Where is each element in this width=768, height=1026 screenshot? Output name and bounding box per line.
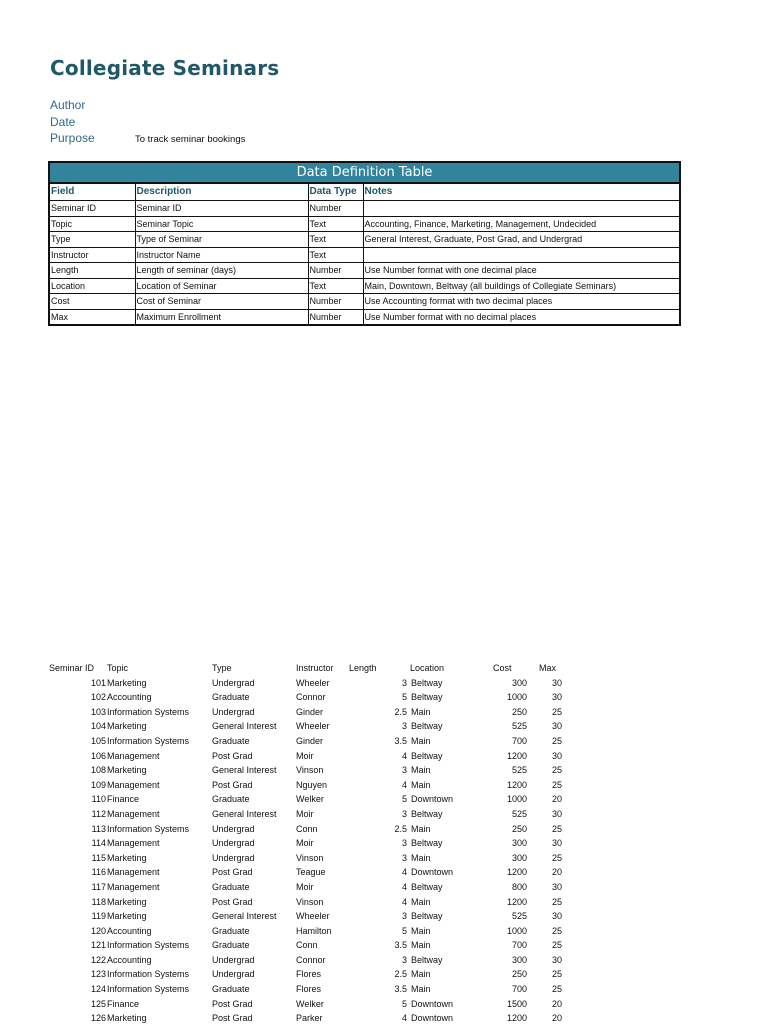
col-header-instructor[interactable]: Instructor (296, 663, 334, 673)
ddt-description-cell[interactable]: Seminar ID (135, 201, 308, 217)
ddt-field-cell[interactable]: Max (49, 309, 135, 325)
ddt-row (49, 263, 680, 279)
ddt-header-description[interactable]: Description (135, 183, 308, 201)
location-cell[interactable]: Beltway (411, 808, 443, 819)
ddt-row (49, 201, 680, 217)
instructor-cell[interactable]: Connor (296, 692, 326, 703)
cost-cell[interactable]: 1500 (506, 998, 527, 1009)
ddt-field-cell[interactable]: Seminar ID (49, 201, 135, 217)
instructor-cell[interactable]: Vinson (296, 896, 324, 907)
ddt-notes-cell[interactable]: Use Number format with no decimal places (363, 309, 680, 325)
topic-cell[interactable]: Management (107, 881, 160, 892)
topic-cell[interactable]: Information Systems (107, 984, 190, 995)
seminar-id-cell[interactable]: 103 (90, 706, 106, 717)
length-cell[interactable]: 2.5 (394, 823, 407, 834)
seminar-row (49, 938, 589, 953)
location-cell[interactable]: Main (411, 823, 431, 834)
type-cell[interactable]: General Interest (212, 911, 277, 922)
data-definition-caption: Data Definition Table (49, 162, 680, 183)
seminar-row (49, 676, 589, 691)
seminars-body (49, 676, 589, 1026)
seminars-header-row (49, 661, 589, 676)
cost-cell[interactable]: 800 (511, 881, 527, 892)
topic-cell[interactable]: Accounting (107, 954, 152, 965)
cost-cell[interactable]: 525 (511, 765, 527, 776)
max-cell[interactable]: 30 (551, 677, 562, 688)
topic-cell[interactable]: Marketing (107, 765, 147, 776)
topic-cell[interactable]: Information Systems (107, 940, 190, 951)
seminar-row (49, 749, 589, 764)
seminar-row (49, 705, 589, 720)
seminar-bookings-table (49, 661, 589, 1026)
cost-cell[interactable]: 250 (511, 706, 527, 717)
max-cell[interactable]: 25 (551, 984, 562, 995)
ddt-row (49, 294, 680, 310)
type-cell[interactable]: Graduate (212, 692, 250, 703)
seminar-row (49, 690, 589, 705)
length-cell[interactable]: 5 (401, 925, 407, 936)
seminar-id-cell[interactable]: 124 (90, 984, 106, 995)
seminar-id-cell[interactable]: 108 (90, 765, 106, 776)
type-cell[interactable]: Graduate (212, 881, 250, 892)
length-cell[interactable]: 5 (401, 794, 407, 805)
length-cell[interactable]: 3 (401, 852, 407, 863)
max-cell[interactable]: 30 (551, 808, 562, 819)
max-cell[interactable]: 25 (551, 852, 562, 863)
topic-cell[interactable]: Marketing (107, 677, 147, 688)
cost-cell[interactable]: 700 (511, 984, 527, 995)
length-cell[interactable]: 2.5 (394, 969, 407, 980)
topic-cell[interactable]: Marketing (107, 852, 147, 863)
cost-cell[interactable]: 300 (511, 838, 527, 849)
instructor-cell[interactable]: Flores (296, 984, 322, 995)
length-cell[interactable]: 4 (401, 896, 407, 907)
type-cell[interactable]: Graduate (212, 925, 250, 936)
ddt-field-cell[interactable]: Type (49, 232, 135, 248)
instructor-cell[interactable]: Nguyen (296, 779, 328, 790)
seminar-id-cell[interactable]: 101 (90, 677, 106, 688)
seminar-id-cell[interactable]: 104 (90, 721, 106, 732)
instructor-cell[interactable]: Conn (296, 823, 318, 834)
type-cell[interactable]: Graduate (212, 940, 250, 951)
topic-cell[interactable]: Marketing (107, 1013, 147, 1024)
length-cell[interactable]: 4 (401, 881, 407, 892)
length-cell[interactable]: 5 (401, 692, 407, 703)
ddt-row (49, 309, 680, 325)
seminar-id-cell[interactable]: 114 (91, 838, 106, 849)
seminar-id-cell[interactable]: 117 (91, 881, 106, 892)
length-cell[interactable]: 3.5 (394, 735, 407, 746)
length-cell[interactable]: 2.5 (394, 706, 407, 717)
seminar-id-cell[interactable]: 126 (90, 1013, 106, 1024)
seminar-row (49, 982, 589, 997)
max-cell[interactable]: 25 (551, 896, 562, 907)
seminar-row (49, 953, 589, 968)
topic-cell[interactable]: Management (107, 867, 160, 878)
type-cell[interactable]: General Interest (212, 808, 277, 819)
cost-cell[interactable]: 1200 (506, 779, 527, 790)
seminar-row (49, 822, 589, 837)
ddt-description-cell[interactable]: Seminar Topic (135, 216, 308, 232)
max-cell[interactable]: 30 (551, 954, 562, 965)
length-cell[interactable]: 3.5 (394, 984, 407, 995)
max-cell[interactable]: 30 (551, 838, 562, 849)
date-row (50, 115, 450, 132)
cost-cell[interactable]: 700 (511, 940, 527, 951)
seminar-id-cell[interactable]: 105 (90, 735, 106, 746)
max-cell[interactable]: 25 (551, 969, 562, 980)
max-cell[interactable]: 20 (551, 1013, 562, 1024)
type-cell[interactable]: Post Grad (212, 998, 253, 1009)
max-cell[interactable]: 20 (551, 867, 562, 878)
max-cell[interactable]: 30 (551, 721, 562, 732)
type-cell[interactable]: Undergrad (212, 954, 255, 965)
location-cell[interactable]: Beltway (411, 677, 443, 688)
ddt-header-notes[interactable]: Notes (363, 183, 680, 201)
seminar-row (49, 997, 589, 1012)
type-cell[interactable]: Undergrad (212, 706, 255, 717)
topic-cell[interactable]: Management (107, 750, 160, 761)
ddt-description-cell[interactable]: Cost of Seminar (135, 294, 308, 310)
sheet-title: Collegiate Seminars (50, 56, 280, 80)
cost-cell[interactable]: 525 (511, 808, 527, 819)
purpose-row (50, 131, 450, 148)
location-cell[interactable]: Beltway (411, 881, 443, 892)
seminar-row (49, 763, 589, 778)
instructor-cell[interactable]: Ginder (296, 706, 324, 717)
length-cell[interactable]: 3 (401, 765, 407, 776)
ddt-row (49, 216, 680, 232)
max-cell[interactable]: 30 (551, 881, 562, 892)
ddt-header-data-type[interactable]: Data Type (308, 183, 363, 201)
seminar-id-cell[interactable]: 121 (90, 940, 106, 951)
ddt-data-type-cell[interactable]: Text (308, 216, 363, 232)
seminar-row (49, 895, 589, 910)
ddt-field-cell[interactable]: Length (49, 263, 135, 279)
seminar-row (49, 734, 589, 749)
max-cell[interactable]: 30 (551, 750, 562, 761)
type-cell[interactable]: Graduate (212, 984, 250, 995)
seminar-id-cell[interactable]: 125 (90, 998, 106, 1009)
instructor-cell[interactable]: Flores (296, 969, 322, 980)
length-cell[interactable]: 3 (401, 808, 407, 819)
location-cell[interactable]: Main (411, 984, 431, 995)
seminar-id-cell[interactable]: 120 (90, 925, 106, 936)
ddt-body (49, 201, 680, 326)
max-cell[interactable]: 20 (551, 998, 562, 1009)
topic-cell[interactable]: Information Systems (107, 969, 190, 980)
cost-cell[interactable]: 1200 (506, 867, 527, 878)
location-cell[interactable]: Beltway (411, 954, 443, 965)
date-label: Date (50, 114, 76, 129)
ddt-description-cell[interactable]: Instructor Name (135, 247, 308, 263)
cost-cell[interactable]: 700 (511, 735, 527, 746)
seminar-row (49, 909, 589, 924)
seminar-row (49, 851, 589, 866)
cost-cell[interactable]: 300 (511, 677, 527, 688)
topic-cell[interactable]: Finance (107, 998, 140, 1009)
seminar-id-cell[interactable]: 116 (91, 867, 106, 878)
max-cell[interactable]: 25 (551, 940, 562, 951)
length-cell[interactable]: 3 (401, 677, 407, 688)
ddt-data-type-cell[interactable]: Number (308, 294, 363, 310)
location-cell[interactable]: Main (411, 706, 431, 717)
length-cell[interactable]: 5 (401, 998, 407, 1009)
ddt-row (49, 232, 680, 248)
topic-cell[interactable]: Management (107, 838, 160, 849)
cost-cell[interactable]: 525 (511, 721, 527, 732)
data-definition-table (48, 161, 681, 326)
ddt-field-cell[interactable]: Location (49, 278, 135, 294)
max-cell[interactable]: 25 (551, 779, 562, 790)
instructor-cell[interactable]: Wheeler (296, 911, 330, 922)
location-cell[interactable]: Main (411, 852, 431, 863)
ddt-notes-cell[interactable] (363, 201, 680, 217)
topic-cell[interactable]: Finance (107, 794, 140, 805)
seminar-row (49, 778, 589, 793)
max-cell[interactable]: 30 (551, 692, 562, 703)
instructor-cell[interactable]: Vinson (296, 852, 324, 863)
length-cell[interactable]: 3 (401, 911, 407, 922)
type-cell[interactable]: Post Grad (212, 896, 253, 907)
instructor-cell[interactable]: Ginder (296, 735, 324, 746)
max-cell[interactable]: 20 (551, 794, 562, 805)
type-cell[interactable]: General Interest (212, 721, 277, 732)
ddt-field-cell[interactable]: Topic (49, 216, 135, 232)
location-cell[interactable]: Beltway (411, 911, 443, 922)
length-cell[interactable]: 3 (401, 954, 407, 965)
length-cell[interactable]: 4 (401, 867, 407, 878)
length-cell[interactable]: 4 (401, 779, 407, 790)
location-cell[interactable]: Downtown (411, 867, 454, 878)
type-cell[interactable]: Post Grad (212, 1013, 253, 1024)
location-cell[interactable]: Main (411, 896, 431, 907)
metadata-block (50, 98, 450, 148)
topic-cell[interactable]: Marketing (107, 896, 147, 907)
ddt-data-type-cell[interactable]: Number (308, 263, 363, 279)
type-cell[interactable]: Post Grad (212, 867, 253, 878)
ddt-row (49, 247, 680, 263)
ddt-description-cell[interactable]: Location of Seminar (135, 278, 308, 294)
instructor-cell[interactable]: Vinson (296, 765, 324, 776)
col-header-type[interactable]: Type (212, 663, 232, 673)
seminar-id-cell[interactable]: 118 (91, 896, 106, 907)
instructor-cell[interactable]: Parker (296, 1013, 323, 1024)
instructor-cell[interactable]: Moir (296, 881, 314, 892)
type-cell[interactable]: Undergrad (212, 969, 255, 980)
type-cell[interactable]: General Interest (212, 765, 277, 776)
seminar-row (49, 719, 589, 734)
topic-cell[interactable]: Information Systems (107, 823, 190, 834)
col-header-seminar-id[interactable]: Seminar ID (49, 663, 95, 673)
ddt-row (49, 278, 680, 294)
location-cell[interactable]: Downtown (411, 998, 454, 1009)
ddt-header-row (49, 183, 680, 201)
cost-cell[interactable]: 300 (511, 852, 527, 863)
cost-cell[interactable]: 1200 (506, 1013, 527, 1024)
col-header-topic[interactable]: Topic (107, 663, 129, 673)
type-cell[interactable]: Post Grad (212, 779, 253, 790)
max-cell[interactable]: 25 (551, 735, 562, 746)
topic-cell[interactable]: Accounting (107, 925, 152, 936)
type-cell[interactable]: Undergrad (212, 838, 255, 849)
instructor-cell[interactable]: Welker (296, 794, 324, 805)
location-cell[interactable]: Beltway (411, 838, 443, 849)
ddt-data-type-cell[interactable]: Text (308, 247, 363, 263)
location-cell[interactable]: Main (411, 735, 431, 746)
instructor-cell[interactable]: Teague (296, 867, 326, 878)
topic-cell[interactable]: Management (107, 779, 160, 790)
location-cell[interactable]: Downtown (411, 794, 454, 805)
instructor-cell[interactable]: Connor (296, 954, 326, 965)
ddt-data-type-cell[interactable]: Text (308, 278, 363, 294)
topic-cell[interactable]: Management (107, 808, 160, 819)
length-cell[interactable]: 3.5 (394, 940, 407, 951)
seminar-row (49, 967, 589, 982)
seminar-row (49, 807, 589, 822)
length-cell[interactable]: 4 (401, 1013, 407, 1024)
seminar-row (49, 880, 589, 895)
ddt-field-cell[interactable]: Cost (49, 294, 135, 310)
col-header-max[interactable]: Max (539, 663, 557, 673)
instructor-cell[interactable]: Hamilton (296, 925, 332, 936)
instructor-cell[interactable]: Wheeler (296, 721, 330, 732)
max-cell[interactable]: 25 (551, 765, 562, 776)
cost-cell[interactable]: 525 (511, 911, 527, 922)
type-cell[interactable]: Undergrad (212, 677, 255, 688)
ddt-notes-cell[interactable]: General Interest, Graduate, Post Grad, and Undergrad (363, 232, 680, 248)
location-cell[interactable]: Downtown (411, 1013, 454, 1024)
ddt-data-type-cell[interactable]: Text (308, 232, 363, 248)
seminar-id-cell[interactable]: 112 (91, 808, 106, 819)
ddt-notes-cell[interactable]: Use Number format with one decimal place (363, 263, 680, 279)
cost-cell[interactable]: 1000 (506, 794, 527, 805)
author-label: Author (50, 98, 86, 112)
topic-cell[interactable]: Marketing (107, 911, 147, 922)
cost-cell[interactable]: 250 (511, 823, 527, 834)
instructor-cell[interactable]: Moir (296, 838, 314, 849)
seminar-row (49, 836, 589, 851)
seminar-id-cell[interactable]: 113 (91, 823, 106, 834)
cost-cell[interactable]: 300 (511, 954, 527, 965)
type-cell[interactable]: Graduate (212, 735, 250, 746)
seminar-id-cell[interactable]: 109 (90, 779, 106, 790)
ddt-notes-cell[interactable]: Main, Downtown, Beltway (all buildings of Collegiate Seminars) (363, 278, 680, 294)
col-header-cost[interactable]: Cost (493, 663, 512, 673)
col-header-location[interactable]: Location (410, 663, 445, 673)
location-cell[interactable]: Main (411, 765, 431, 776)
author-row (50, 98, 450, 115)
ddt-header-field[interactable]: Field (49, 183, 135, 201)
location-cell[interactable]: Main (411, 779, 431, 790)
topic-cell[interactable]: Information Systems (107, 706, 190, 717)
max-cell[interactable]: 30 (551, 911, 562, 922)
ddt-field-cell[interactable]: Instructor (49, 247, 135, 263)
ddt-notes-cell[interactable]: Accounting, Finance, Marketing, Management, Undecided (363, 216, 680, 232)
ddt-notes-cell[interactable] (363, 247, 680, 263)
purpose-value[interactable]: To track seminar bookings (135, 134, 246, 145)
seminar-id-cell[interactable]: 123 (90, 969, 106, 980)
type-cell[interactable]: Undergrad (212, 823, 255, 834)
max-cell[interactable]: 25 (551, 706, 562, 717)
ddt-notes-cell[interactable]: Use Accounting format with two decimal places (363, 294, 680, 310)
topic-cell[interactable]: Accounting (107, 692, 152, 703)
max-cell[interactable]: 25 (551, 823, 562, 834)
seminar-row (49, 865, 589, 880)
instructor-cell[interactable]: Conn (296, 940, 318, 951)
ddt-description-cell[interactable]: Type of Seminar (135, 232, 308, 248)
instructor-cell[interactable]: Wheeler (296, 677, 330, 688)
seminar-id-cell[interactable]: 115 (91, 852, 106, 863)
seminar-id-cell[interactable]: 110 (91, 794, 106, 805)
seminar-row (49, 792, 589, 807)
seminar-row (49, 924, 589, 939)
cost-cell[interactable]: 1000 (506, 925, 527, 936)
ddt-data-type-cell[interactable]: Number (308, 309, 363, 325)
type-cell[interactable]: Undergrad (212, 852, 255, 863)
cost-cell[interactable]: 250 (511, 969, 527, 980)
location-cell[interactable]: Beltway (411, 750, 443, 761)
seminar-id-cell[interactable]: 122 (90, 954, 106, 965)
max-cell[interactable]: 25 (551, 925, 562, 936)
instructor-cell[interactable]: Moir (296, 750, 314, 761)
col-header-length[interactable]: Length (349, 663, 377, 673)
location-cell[interactable]: Beltway (411, 721, 443, 732)
instructor-cell[interactable]: Welker (296, 998, 324, 1009)
cost-cell[interactable]: 1000 (506, 692, 527, 703)
seminar-id-cell[interactable]: 106 (90, 750, 106, 761)
topic-cell[interactable]: Information Systems (107, 735, 190, 746)
location-cell[interactable]: Main (411, 925, 431, 936)
length-cell[interactable]: 3 (401, 721, 407, 732)
topic-cell[interactable]: Marketing (107, 721, 147, 732)
seminar-id-cell[interactable]: 102 (90, 692, 106, 703)
instructor-cell[interactable]: Moir (296, 808, 314, 819)
type-cell[interactable]: Graduate (212, 794, 250, 805)
type-cell[interactable]: Post Grad (212, 750, 253, 761)
ddt-description-cell[interactable]: Maximum Enrollment (135, 309, 308, 325)
location-cell[interactable]: Beltway (411, 692, 443, 703)
cost-cell[interactable]: 1200 (506, 896, 527, 907)
length-cell[interactable]: 3 (401, 838, 407, 849)
location-cell[interactable]: Main (411, 940, 431, 951)
seminar-id-cell[interactable]: 119 (91, 911, 106, 922)
ddt-description-cell[interactable]: Length of seminar (days) (135, 263, 308, 279)
location-cell[interactable]: Main (411, 969, 431, 980)
length-cell[interactable]: 4 (401, 750, 407, 761)
ddt-data-type-cell[interactable]: Number (308, 201, 363, 217)
cost-cell[interactable]: 1200 (506, 750, 527, 761)
purpose-label: Purpose (50, 131, 95, 145)
